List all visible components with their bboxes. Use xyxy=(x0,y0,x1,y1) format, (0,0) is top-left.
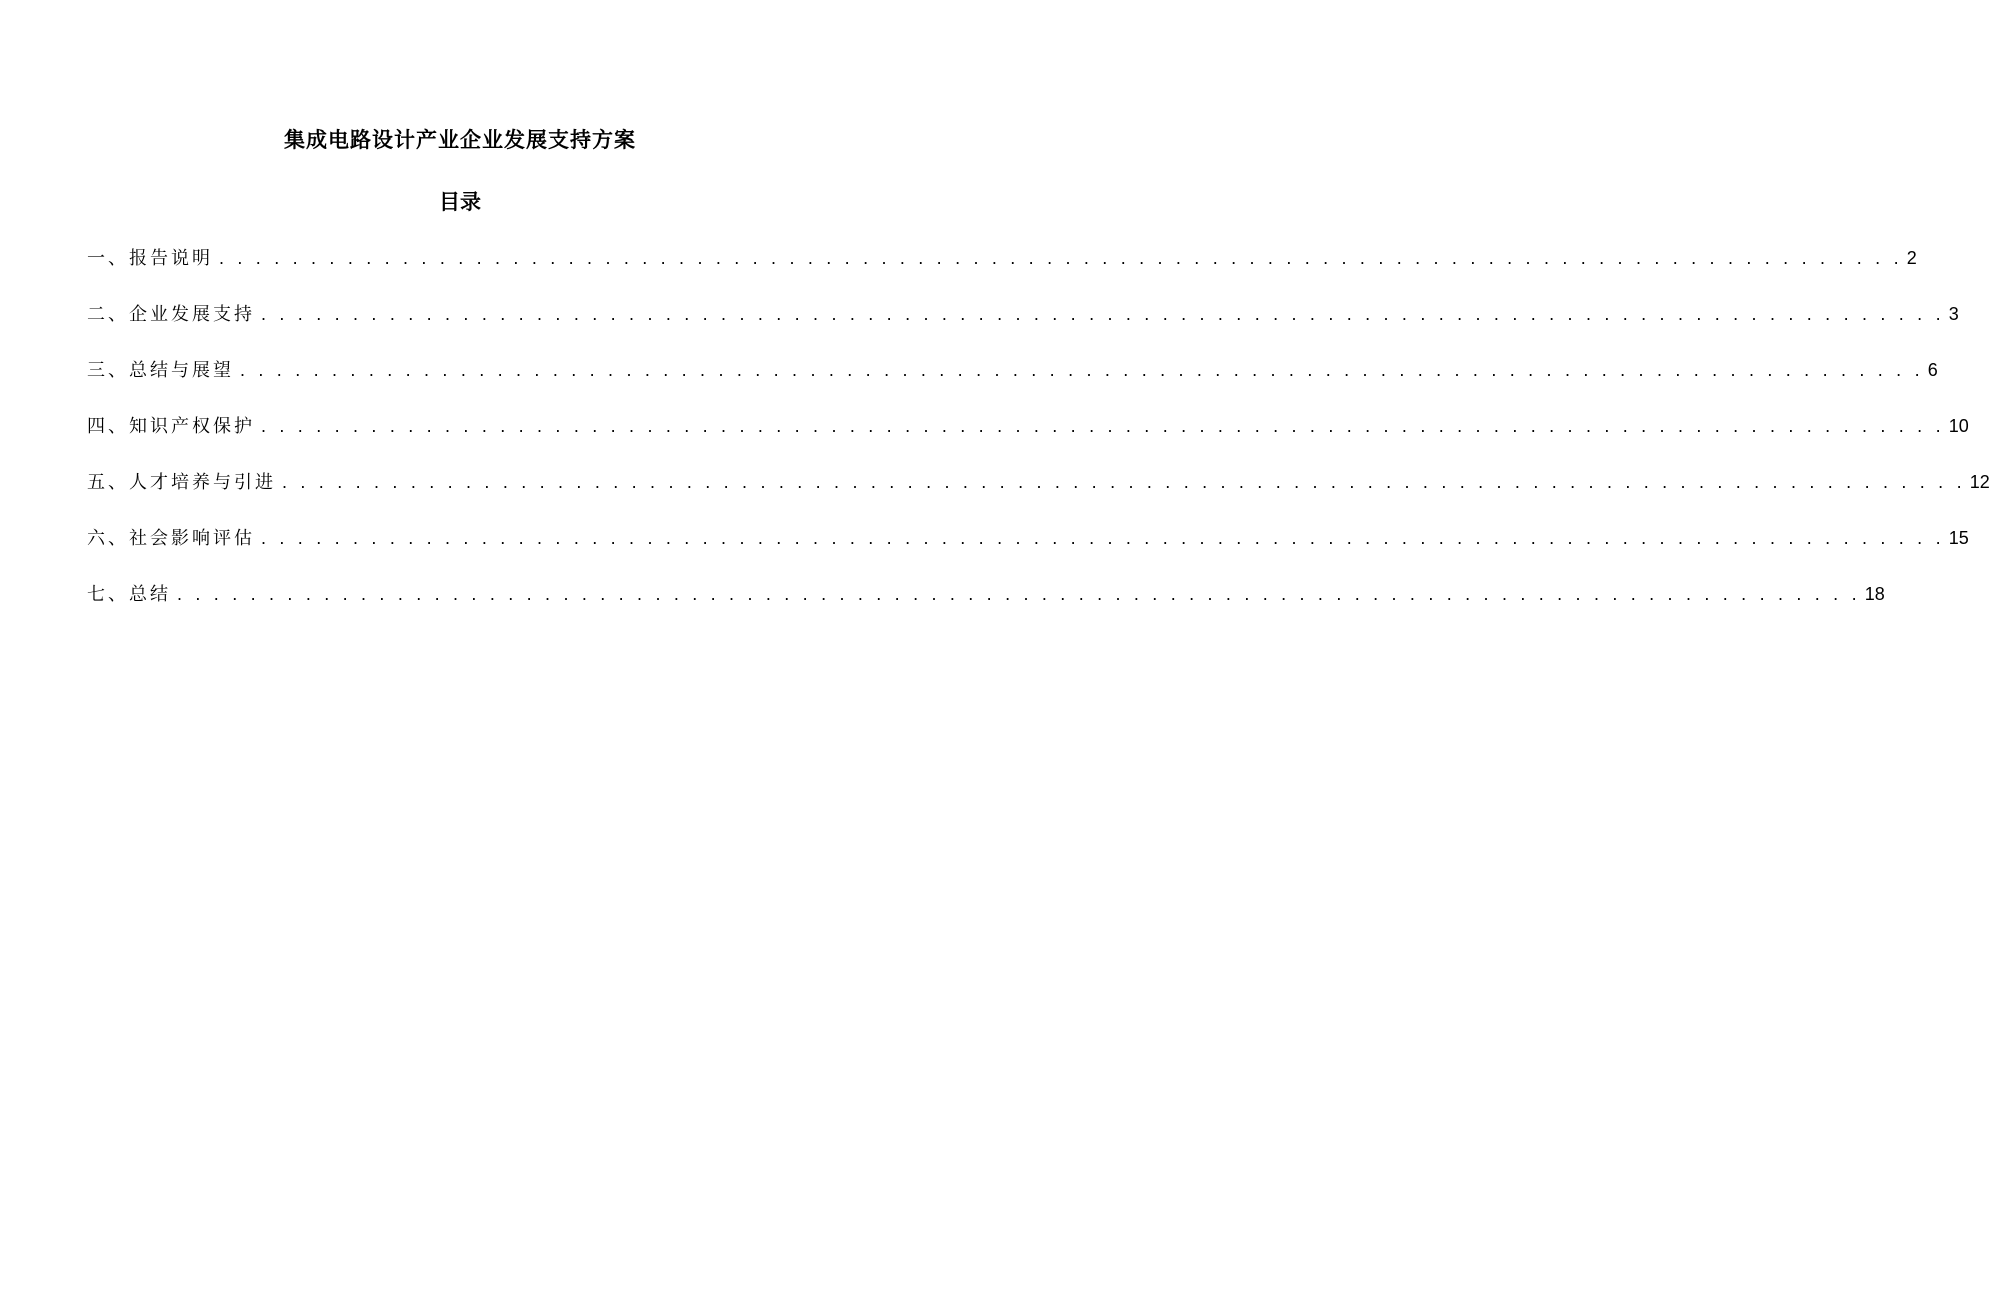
toc-entry-label: 三、总结与展望 xyxy=(87,360,234,381)
toc-entry-page-number: 2 xyxy=(1906,248,1917,268)
toc-dot-leader: . . . . . . . . . . . . . . . . . . . . . . . . . . . . . . . . . . . . . . . . . . . . . . . . . . . . . . . . . . . . . . . . . . . . . . . . . . . . . . . . . . . . . . . . . . . . xyxy=(261,304,1945,324)
toc-dot-leader: . . . . . . . . . . . . . . . . . . . . . . . . . . . . . . . . . . . . . . . . . . . . . . . . . . . . . . . . . . . . . . . . . . . . . . . . . . . . . . . . . . . . . . . . . . . . xyxy=(177,584,1861,604)
toc-entry[interactable] xyxy=(87,408,1969,464)
toc-entry-page-number: 10 xyxy=(1948,416,1969,436)
toc-entry[interactable] xyxy=(87,464,1990,520)
toc-entry-label: 七、总结 xyxy=(87,584,171,605)
table-of-contents xyxy=(87,240,1990,632)
toc-entry[interactable] xyxy=(87,296,1959,352)
toc-heading: 目录 xyxy=(439,190,481,214)
toc-entry[interactable] xyxy=(87,352,1938,408)
toc-dot-leader: . . . . . . . . . . . . . . . . . . . . . . . . . . . . . . . . . . . . . . . . . . . . . . . . . . . . . . . . . . . . . . . . . . . . . . . . . . . . . . . . . . . . . . . . . . . . xyxy=(240,360,1924,380)
toc-entry-label: 一、报告说明 xyxy=(87,248,213,269)
toc-dot-leader: . . . . . . . . . . . . . . . . . . . . . . . . . . . . . . . . . . . . . . . . . . . . . . . . . . . . . . . . . . . . . . . . . . . . . . . . . . . . . . . . . . . . . . . . . . . . xyxy=(261,528,1945,548)
toc-entry-label: 五、人才培养与引进 xyxy=(87,472,276,493)
toc-entry-page-number: 15 xyxy=(1948,528,1969,548)
document-title: 集成电路设计产业企业发展支持方案 xyxy=(284,128,636,152)
toc-entry[interactable] xyxy=(87,520,1969,576)
toc-entry-page-number: 18 xyxy=(1864,584,1885,604)
toc-entry-page-number: 12 xyxy=(1969,472,1990,492)
toc-dot-leader: . . . . . . . . . . . . . . . . . . . . . . . . . . . . . . . . . . . . . . . . . . . . . . . . . . . . . . . . . . . . . . . . . . . . . . . . . . . . . . . . . . . . . . . . . . . . xyxy=(261,416,1945,436)
toc-entry-label: 六、社会影响评估 xyxy=(87,528,255,549)
toc-entry-page-number: 3 xyxy=(1948,304,1959,324)
toc-dot-leader: . . . . . . . . . . . . . . . . . . . . . . . . . . . . . . . . . . . . . . . . . . . . . . . . . . . . . . . . . . . . . . . . . . . . . . . . . . . . . . . . . . . . . . . . . . . . xyxy=(219,248,1903,268)
toc-entry-page-number: 6 xyxy=(1927,360,1938,380)
toc-entry-label: 二、企业发展支持 xyxy=(87,304,255,325)
toc-entry[interactable] xyxy=(87,576,1885,632)
toc-dot-leader: . . . . . . . . . . . . . . . . . . . . . . . . . . . . . . . . . . . . . . . . . . . . . . . . . . . . . . . . . . . . . . . . . . . . . . . . . . . . . . . . . . . . . . . . . . . . xyxy=(282,472,1966,492)
toc-entry[interactable] xyxy=(87,240,1917,296)
toc-entry-label: 四、知识产权保护 xyxy=(87,416,255,437)
